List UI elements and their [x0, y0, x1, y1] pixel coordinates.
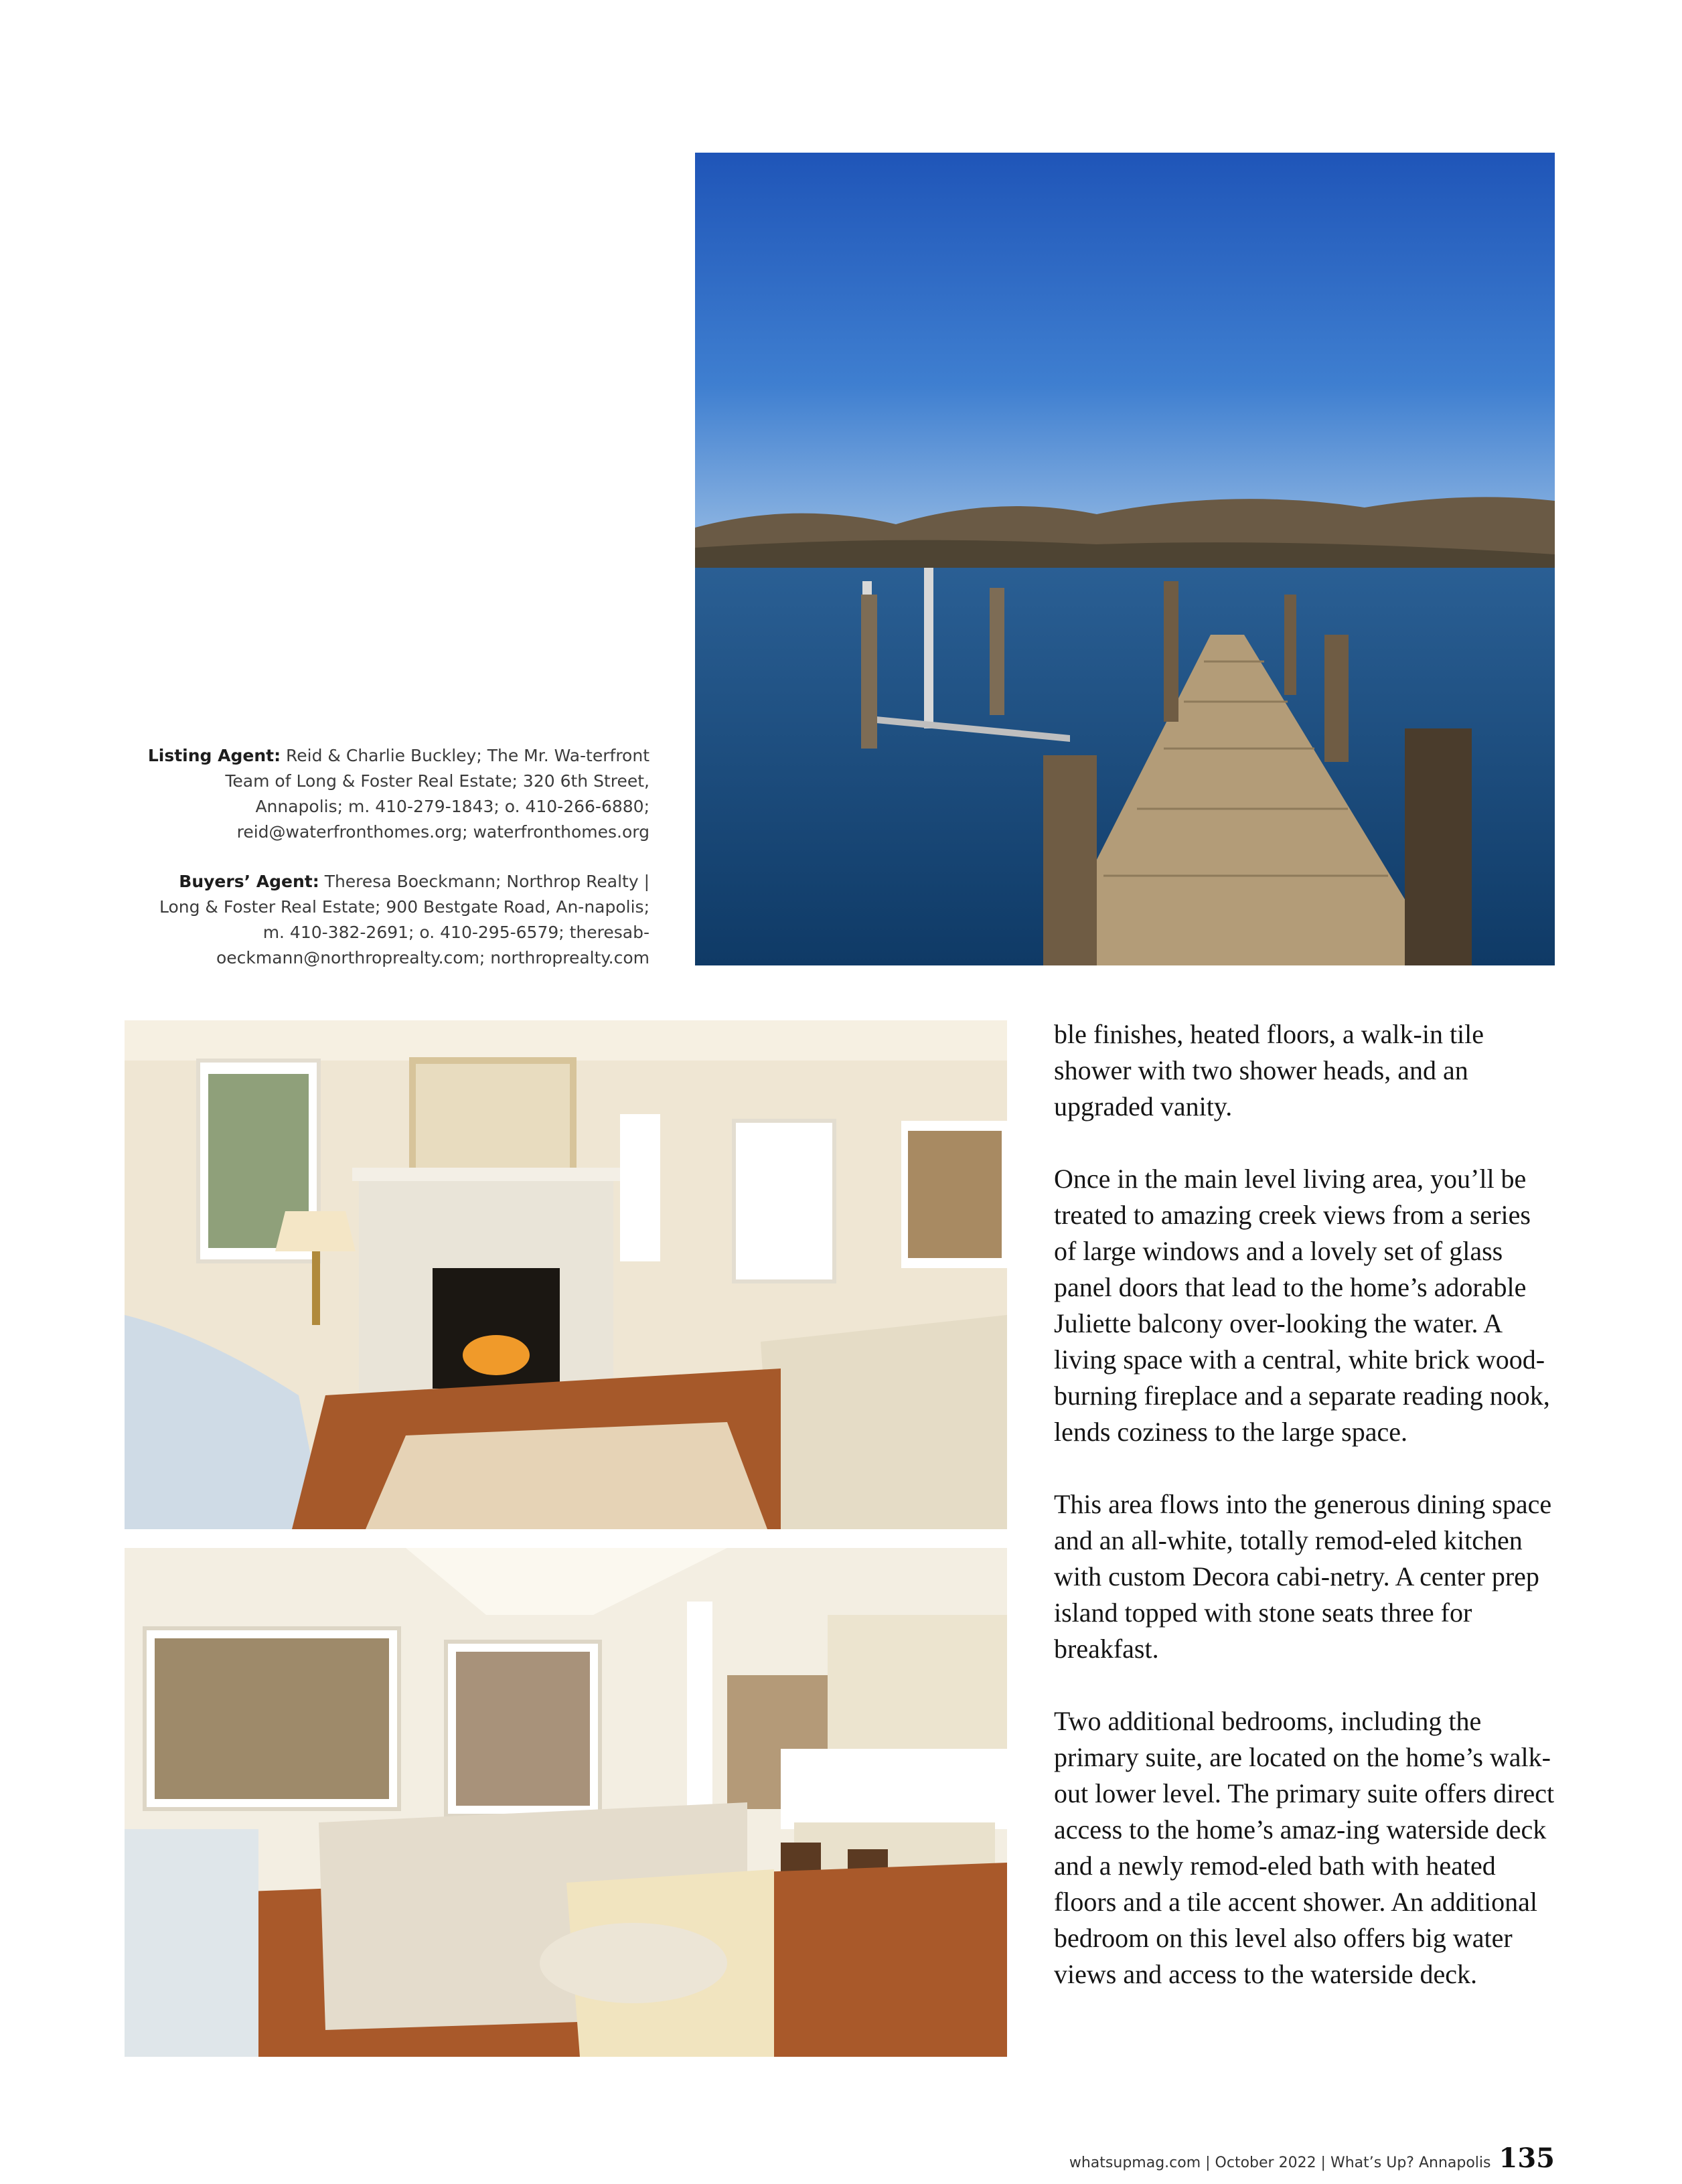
- buyers-agent-label: Buyers’ Agent:: [179, 872, 319, 891]
- listing-agent-credit: [141, 743, 649, 845]
- living-room-photo: [125, 1020, 1007, 1529]
- article-body: [1054, 1016, 1556, 2029]
- dock-photo: [695, 153, 1555, 965]
- listing-agent-text: Reid & Charlie Buckley; The Mr. Wa-terfront Team of Long & Foster Real Estate; 320 6th Street, Annapolis; m. 410-279-1843; o. 410-266-6880; reid@waterfronthomes.org; waterfronthomes.org: [225, 746, 649, 842]
- body-paragraph: ble finishes, heated floors, a walk-in tile shower with two shower heads, and an upgraded vanity.: [1054, 1019, 1484, 1121]
- page-number: 135: [1499, 2142, 1555, 2174]
- footer-meta: whatsupmag.com | October 2022 | What’s Up? Annapolis: [1069, 2155, 1491, 2171]
- buyers-agent-credit: [141, 869, 649, 971]
- listing-agent-label: Listing Agent:: [147, 746, 281, 765]
- dining-kitchen-photo: [125, 1548, 1007, 2057]
- body-paragraph: Two additional bedrooms, including the primary suite, are located on the home’s walk-out lower level. The primary suite offers direct access to the home’s amaz-ing waterside deck and a newly remod-eled bath with heated floors and a tile accent shower. An additional bedroom on this level also offers big water views and access to the waterside deck.: [1054, 1706, 1555, 1989]
- body-paragraph: Once in the main level living area, you’ll be treated to amazing creek views from a series of large windows and a lovely set of glass panel doors that lead to the home’s adorable Juliette balcony over-looking the water. A living space with a central, white brick wood-burning fireplace and a separate reading nook, lends coziness to the large space.: [1054, 1164, 1550, 1447]
- page-footer: [1069, 2142, 1555, 2176]
- body-paragraph: This area flows into the generous dining space and an all-white, totally remod-eled kitchen with custom Decora cabi-netry. A center prep island topped with stone seats three for breakfast.: [1054, 1489, 1552, 1664]
- buyers-agent-text: Theresa Boeckmann; Northrop Realty | Long & Foster Real Estate; 900 Bestgate Road, An-napolis; m. 410-382-2691; o. 410-295-6579; theresab-oeckmann@northroprealty.com; northroprealty.com: [159, 872, 649, 967]
